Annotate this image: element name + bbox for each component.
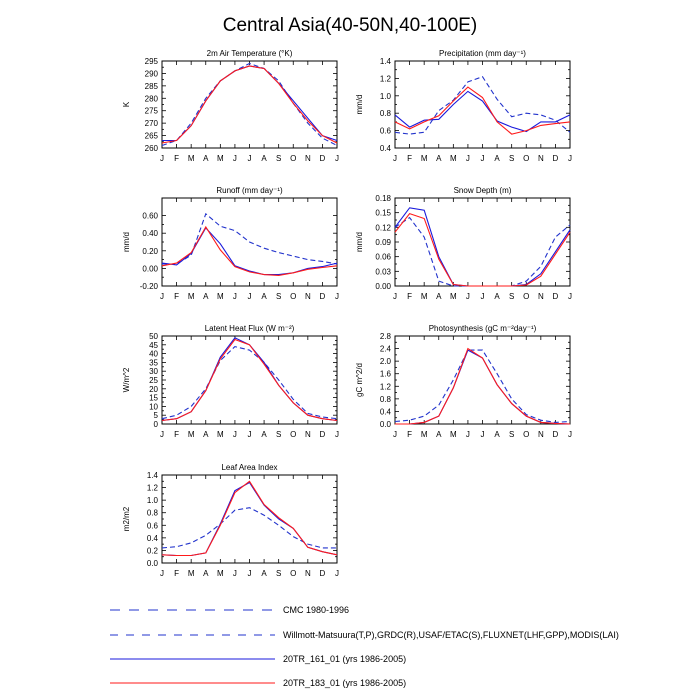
x-tick-label: M (420, 430, 428, 439)
x-tick-label: M (449, 430, 457, 439)
series-line-red (162, 66, 337, 143)
panel-title: Precipitation (mm day⁻¹) (439, 49, 526, 58)
x-tick-label: N (304, 430, 311, 439)
x-tick-label: J (480, 292, 485, 301)
x-tick-label: D (319, 430, 326, 439)
y-tick-label: 20 (149, 384, 158, 394)
y-tick-label: 1.0 (146, 496, 158, 506)
x-tick-label: J (465, 292, 470, 301)
x-tick-label: A (203, 569, 209, 578)
x-tick-label: J (393, 154, 397, 163)
y-tick-label: 0.6 (146, 521, 158, 531)
y-axis-label: gC m^2/d (355, 363, 364, 397)
y-tick-label: 0.18 (375, 194, 391, 203)
x-tick-label: J (335, 569, 339, 578)
y-tick-label: 2.0 (379, 357, 391, 367)
x-tick-label: S (508, 430, 515, 439)
x-tick-label: J (160, 569, 164, 578)
x-tick-label: J (480, 154, 485, 163)
x-tick-label: A (261, 292, 267, 301)
x-tick-label: D (552, 292, 559, 301)
y-tick-label: 0.20 (142, 246, 158, 256)
y-tick-label: 0.00 (142, 264, 158, 274)
y-tick-label: 0.4 (146, 533, 158, 543)
series-line-dash (162, 64, 337, 146)
series-line-dash (162, 347, 337, 419)
x-tick-label: A (494, 292, 500, 301)
series-line-blue (162, 228, 337, 275)
x-tick-label: J (480, 430, 485, 439)
legend-label-3: 20TR_161_01 (yrs 1986-2005) (283, 654, 407, 664)
x-tick-label: M (420, 292, 428, 301)
x-tick-label: O (523, 292, 530, 301)
series-line-dash (395, 350, 570, 422)
x-tick-label: S (508, 154, 515, 163)
y-axis-label: mm/d (355, 94, 364, 115)
panels-group (122, 49, 572, 578)
chart-panel-7 (122, 463, 339, 578)
x-tick-label: M (216, 154, 224, 163)
x-tick-label: A (203, 292, 209, 301)
x-tick-label: F (407, 154, 413, 163)
x-tick-label: S (275, 430, 282, 439)
y-tick-label: 2.4 (379, 344, 391, 354)
x-tick-label: A (261, 430, 267, 439)
x-tick-label: A (261, 154, 267, 163)
x-tick-label: O (290, 430, 297, 439)
x-tick-label: S (275, 292, 282, 301)
x-tick-label: M (187, 154, 195, 163)
x-tick-label: D (319, 292, 326, 301)
x-tick-label: F (174, 569, 180, 578)
x-tick-label: J (568, 430, 572, 439)
x-tick-label: N (304, 154, 311, 163)
figure-title: Central Asia(40-50N,40-100E) (222, 15, 478, 36)
y-axis-label: m2/m2 (122, 506, 131, 532)
panel-title: Latent Heat Flux (W m⁻²) (204, 324, 295, 333)
chart-panel-6 (355, 324, 572, 439)
series-line-dash (395, 218, 570, 286)
y-tick-label: 0.4 (379, 144, 391, 153)
y-tick-label: 0.2 (146, 546, 158, 556)
x-tick-label: O (523, 430, 530, 439)
x-tick-label: J (465, 430, 470, 439)
plot-frame (395, 198, 570, 286)
y-axis-label: mm/d (122, 232, 131, 252)
y-tick-label: 15 (149, 393, 158, 403)
x-tick-label: F (174, 430, 180, 439)
x-tick-label: J (232, 569, 237, 578)
y-tick-label: 45 (149, 340, 158, 350)
x-tick-label: F (407, 430, 413, 439)
y-tick-label: 35 (149, 358, 158, 368)
x-tick-label: J (335, 154, 339, 163)
y-tick-label: 285 (144, 81, 158, 91)
x-tick-label: J (247, 430, 252, 439)
chart-panel-5 (122, 324, 339, 439)
y-axis-label: mm/d (355, 232, 364, 252)
y-tick-label: 0.0 (146, 559, 158, 568)
x-tick-label: A (261, 569, 267, 578)
y-axis-label: W/m^2 (122, 367, 131, 393)
x-tick-label: J (160, 154, 164, 163)
x-tick-label: N (537, 154, 544, 163)
y-tick-label: -0.20 (139, 282, 158, 291)
x-tick-label: J (393, 430, 397, 439)
chart-panel-4 (355, 186, 572, 301)
y-tick-label: 1.6 (379, 369, 391, 379)
x-tick-label: D (319, 154, 326, 163)
y-tick-label: 2.8 (379, 332, 391, 341)
y-tick-label: 270 (144, 119, 158, 129)
plot-frame (162, 475, 337, 563)
y-tick-label: 30 (149, 367, 158, 377)
y-tick-label: 0.00 (375, 282, 391, 291)
y-tick-label: 0.8 (379, 109, 391, 119)
series-line-dash (162, 508, 337, 548)
plot-frame (395, 61, 570, 148)
y-tick-label: 1.4 (146, 471, 158, 480)
x-tick-label: M (187, 292, 195, 301)
x-tick-label: O (523, 154, 530, 163)
x-tick-label: J (247, 154, 252, 163)
y-tick-label: 1.0 (379, 91, 391, 101)
chart-panel-3 (122, 186, 339, 301)
panel-title: Snow Depth (m) (453, 186, 512, 195)
x-tick-label: F (407, 292, 413, 301)
y-tick-label: 0.12 (375, 223, 391, 233)
x-tick-label: J (160, 292, 164, 301)
x-tick-label: F (174, 154, 180, 163)
x-tick-label: F (174, 292, 180, 301)
plot-frame (162, 61, 337, 148)
y-tick-label: 275 (144, 106, 158, 116)
x-tick-label: J (335, 292, 339, 301)
series-line-red (395, 87, 570, 134)
x-tick-label: S (508, 292, 515, 301)
legend-label-4: 20TR_183_01 (yrs 1986-2005) (283, 678, 407, 688)
x-tick-label: N (537, 292, 544, 301)
y-tick-label: 0.6 (379, 126, 391, 136)
y-tick-label: 260 (144, 144, 158, 153)
y-tick-label: 295 (144, 57, 158, 66)
x-tick-label: J (465, 154, 470, 163)
panel-title: Photosynthesis (gC m⁻²day⁻¹) (428, 324, 537, 333)
x-tick-label: A (494, 430, 500, 439)
y-tick-label: 1.2 (379, 74, 391, 84)
x-tick-label: J (232, 292, 237, 301)
legend-label-2: Willmott-Matsuura(T,P),GRDC(R),USAF/ETAC(S),FLUXNET(LHF,GPP),MODIS(LAI) (283, 630, 619, 640)
series-line-blue (395, 208, 570, 286)
y-tick-label: 0.0 (379, 420, 391, 429)
y-tick-label: 280 (144, 94, 158, 104)
x-tick-label: J (247, 292, 252, 301)
x-tick-label: A (436, 154, 442, 163)
panel-title: 2m Air Temperature (°K) (206, 49, 293, 58)
x-tick-label: J (393, 292, 397, 301)
y-tick-label: 1.2 (379, 382, 391, 392)
x-tick-label: O (290, 292, 297, 301)
x-tick-label: J (568, 292, 572, 301)
y-tick-label: 0.8 (379, 394, 391, 404)
y-tick-label: 0.06 (375, 252, 391, 262)
x-tick-label: N (304, 292, 311, 301)
y-tick-label: 5 (153, 411, 158, 421)
series-line-dash (162, 214, 337, 264)
y-axis-label: K (122, 101, 131, 108)
series-line-red (395, 214, 570, 286)
x-tick-label: M (216, 569, 224, 578)
x-tick-label: A (436, 430, 442, 439)
x-tick-label: M (187, 569, 195, 578)
x-tick-label: S (275, 569, 282, 578)
y-tick-label: 0.03 (375, 267, 391, 277)
chart-panel-2 (355, 49, 572, 163)
y-tick-label: 0.8 (146, 508, 158, 518)
y-tick-label: 25 (149, 376, 158, 385)
x-tick-label: J (568, 154, 572, 163)
plot-frame (162, 336, 337, 424)
x-tick-label: O (290, 154, 297, 163)
y-tick-label: 0.09 (375, 238, 391, 247)
x-tick-label: D (552, 154, 559, 163)
plot-frame (395, 336, 570, 424)
x-tick-label: M (187, 430, 195, 439)
x-tick-label: A (203, 430, 209, 439)
panel-title: Leaf Area Index (221, 463, 278, 472)
x-tick-label: A (436, 292, 442, 301)
y-tick-label: 0.40 (142, 229, 158, 239)
panel-title: Runoff (mm day⁻¹) (216, 186, 283, 195)
x-tick-label: N (537, 430, 544, 439)
y-tick-label: 1.4 (379, 57, 391, 66)
x-tick-label: M (420, 154, 428, 163)
x-tick-label: J (247, 569, 252, 578)
y-tick-label: 0.60 (142, 211, 158, 221)
y-tick-label: 40 (149, 349, 158, 359)
chart-panel-1 (122, 49, 339, 163)
x-tick-label: J (335, 430, 339, 439)
x-tick-label: A (203, 154, 209, 163)
x-tick-label: M (449, 292, 457, 301)
x-tick-label: D (552, 430, 559, 439)
x-tick-label: J (232, 154, 237, 163)
y-tick-label: 265 (144, 131, 158, 141)
y-tick-label: 0 (153, 420, 158, 429)
series-line-blue (395, 350, 570, 424)
x-tick-label: D (319, 569, 326, 578)
legend (110, 605, 619, 688)
y-tick-label: 0.4 (379, 407, 391, 417)
x-tick-label: M (216, 430, 224, 439)
x-tick-label: J (160, 430, 164, 439)
y-tick-label: 1.2 (146, 483, 158, 493)
y-tick-label: 10 (149, 402, 158, 412)
y-tick-label: 0.15 (375, 208, 391, 218)
x-tick-label: M (216, 292, 224, 301)
x-tick-label: J (232, 430, 237, 439)
series-line-red (395, 349, 570, 424)
x-tick-label: A (494, 154, 500, 163)
y-tick-label: 290 (144, 69, 158, 79)
y-tick-label: 50 (149, 332, 158, 341)
legend-label-1: CMC 1980-1996 (283, 605, 350, 615)
x-tick-label: N (304, 569, 311, 578)
x-tick-label: O (290, 569, 297, 578)
x-tick-label: M (449, 154, 457, 163)
x-tick-label: S (275, 154, 282, 163)
